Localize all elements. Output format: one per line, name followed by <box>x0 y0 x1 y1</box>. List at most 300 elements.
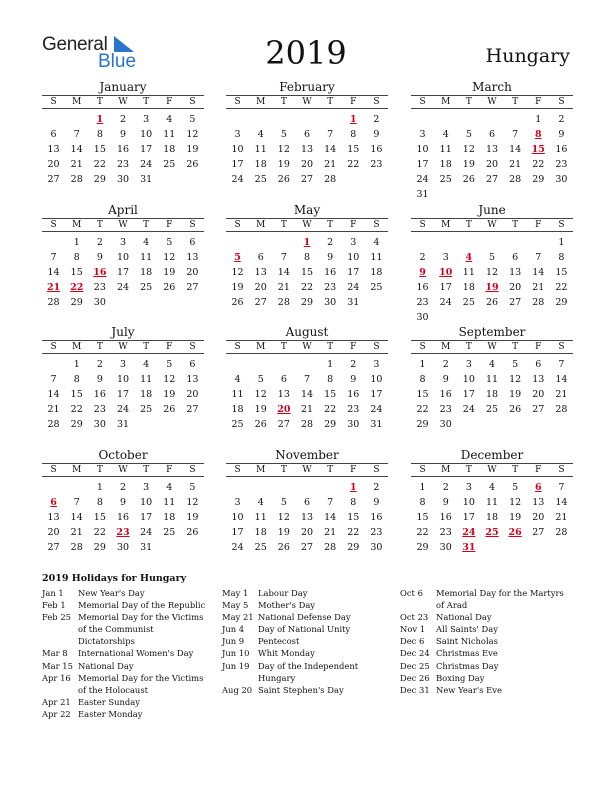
day-cell: 29 <box>93 542 106 553</box>
day-cell: 13 <box>254 267 267 278</box>
weekday-label: T <box>512 342 519 352</box>
day-cell: 22 <box>93 159 106 170</box>
weekday-label: T <box>280 97 287 107</box>
day-cell: 14 <box>555 374 568 385</box>
day-cell: 18 <box>163 512 176 523</box>
weekday-label: S <box>558 465 565 475</box>
day-cell: 19 <box>509 389 522 400</box>
holiday-date: May 1 <box>222 588 249 598</box>
day-cell: 8 <box>419 497 426 508</box>
day-cell: 27 <box>277 419 290 430</box>
weekday-header <box>42 218 204 232</box>
day-cell: 31 <box>116 419 130 430</box>
day-cell: 25 <box>462 297 475 308</box>
weekday-label: T <box>465 97 472 107</box>
day-cell: 27 <box>532 527 545 538</box>
day-cell: 18 <box>485 512 499 523</box>
empty-cell <box>504 112 527 127</box>
holiday-date: Nov 1 <box>400 624 426 635</box>
weekday-label: T <box>512 97 519 107</box>
day-cell: 27 <box>509 297 522 308</box>
day-cell: 3 <box>350 237 357 248</box>
weekday-label: S <box>419 97 426 107</box>
month-name: September <box>458 325 526 339</box>
holiday-date: Dec 31 <box>400 684 430 695</box>
day-cell: 7 <box>280 252 287 263</box>
day-cell: 28 <box>555 527 568 538</box>
holiday-date: May 21 <box>222 612 254 623</box>
day-cell: 10 <box>140 129 153 140</box>
day-cell: 19 <box>277 527 290 538</box>
day-cell: 10 <box>462 374 475 385</box>
day-cell: 19 <box>462 159 475 170</box>
holiday-date: Apr 16 <box>42 672 71 683</box>
holiday-name: New Year's Day <box>78 588 145 598</box>
day-cell: 4 <box>442 129 449 140</box>
weekday-label: W <box>302 465 312 475</box>
weekday-header <box>226 463 388 477</box>
weekday-label: M <box>256 465 266 475</box>
holiday-name: All Saints' Day <box>436 624 498 635</box>
day-cell: 7 <box>535 252 542 263</box>
day-cell: 4 <box>488 482 496 493</box>
day-cell: 22 <box>324 404 337 415</box>
empty-cell <box>65 112 88 127</box>
empty-cell <box>42 357 65 372</box>
weekday-label: S <box>558 97 565 107</box>
day-cell: 17 <box>370 389 383 400</box>
day-cell: 26 <box>254 419 267 430</box>
day-cell: 28 <box>324 542 337 553</box>
weekday-label: W <box>487 220 497 230</box>
month-november <box>226 448 388 555</box>
day-cell: 17 <box>462 389 475 400</box>
day-cell: 19 <box>163 389 176 400</box>
day-cell: 1 <box>535 114 542 125</box>
holiday-entry <box>400 672 570 684</box>
day-cell: 22 <box>70 404 83 415</box>
weekday-label: S <box>50 465 57 475</box>
day-cell: 20 <box>254 282 267 293</box>
day-cell: 26 <box>163 282 176 293</box>
holiday-name: Christmas Eve <box>436 648 498 659</box>
holiday-entry <box>400 635 570 647</box>
weekday-label: S <box>189 465 196 475</box>
day-grid <box>226 235 388 310</box>
day-cell: 30 <box>347 419 360 430</box>
day-cell: 7 <box>303 374 311 385</box>
day-cell: 22 <box>416 404 429 415</box>
weekday-label: S <box>373 220 380 230</box>
empty-cell <box>226 235 249 250</box>
day-cell: 25 <box>370 282 383 293</box>
empty-cell <box>42 112 65 127</box>
holiday-column <box>42 587 207 720</box>
holiday-entry <box>400 660 570 672</box>
day-cell: 3 <box>143 114 150 125</box>
weekday-label: S <box>50 342 57 352</box>
day-cell: 12 <box>485 267 499 278</box>
holiday-day: 6 <box>534 482 542 493</box>
empty-cell <box>272 480 295 495</box>
holiday-day: 26 <box>508 527 522 538</box>
day-cell: 3 <box>119 359 127 370</box>
holiday-name: Pentecost <box>258 636 300 647</box>
day-cell: 7 <box>50 374 57 385</box>
day-cell: 2 <box>96 237 103 248</box>
day-cell: 23 <box>439 527 452 538</box>
day-cell: 24 <box>116 282 130 293</box>
holiday-day: 25 <box>485 527 499 538</box>
empty-cell <box>480 235 503 250</box>
day-cell: 7 <box>50 252 57 263</box>
month-august <box>226 325 388 432</box>
weekday-label: T <box>143 220 150 230</box>
day-cell: 2 <box>558 114 565 125</box>
holiday-name: Memorial Day for the Martyrs of Arad <box>436 588 564 611</box>
day-cell: 4 <box>143 237 150 248</box>
weekday-label: W <box>118 465 128 475</box>
empty-cell <box>434 112 457 127</box>
day-cell: 18 <box>439 159 452 170</box>
day-cell: 11 <box>254 512 267 523</box>
weekday-label: W <box>487 97 497 107</box>
day-cell: 16 <box>116 512 130 523</box>
holiday-date: Dec 24 <box>400 648 430 659</box>
day-cell: 9 <box>119 129 127 140</box>
day-cell: 6 <box>303 129 311 140</box>
day-cell: 28 <box>555 404 568 415</box>
day-cell: 6 <box>488 129 496 140</box>
weekday-label: F <box>166 465 173 475</box>
day-cell: 13 <box>47 144 60 155</box>
day-grid <box>42 112 204 187</box>
day-cell: 15 <box>347 144 360 155</box>
holiday-name: Day of National Unity <box>258 624 351 635</box>
day-cell: 2 <box>419 252 426 263</box>
empty-cell <box>226 480 249 495</box>
day-cell: 19 <box>254 404 267 415</box>
day-cell: 27 <box>300 174 314 185</box>
day-cell: 17 <box>231 527 244 538</box>
weekday-label: F <box>166 342 173 352</box>
weekday-label: F <box>535 342 542 352</box>
empty-cell <box>272 235 295 250</box>
day-cell: 27 <box>300 542 314 553</box>
holiday-entry <box>42 647 207 659</box>
holiday-entry <box>222 599 392 611</box>
day-cell: 26 <box>462 174 475 185</box>
day-cell: 9 <box>350 374 357 385</box>
empty-cell <box>272 112 295 127</box>
weekday-label: S <box>419 342 426 352</box>
weekday-label: S <box>50 97 57 107</box>
day-cell: 25 <box>439 174 452 185</box>
empty-cell <box>249 480 272 495</box>
empty-cell <box>411 112 434 127</box>
weekday-label: S <box>419 465 426 475</box>
day-cell: 26 <box>186 159 199 170</box>
day-cell: 17 <box>116 267 130 278</box>
day-cell: 14 <box>532 267 545 278</box>
day-cell: 13 <box>300 512 314 523</box>
day-cell: 18 <box>231 404 244 415</box>
empty-cell <box>434 235 457 250</box>
day-cell: 21 <box>300 404 314 415</box>
holiday-day: 21 <box>46 282 61 293</box>
day-cell: 13 <box>485 144 499 155</box>
day-cell: 31 <box>370 419 383 430</box>
day-cell: 14 <box>509 144 522 155</box>
holiday-day: 19 <box>485 282 499 293</box>
day-cell: 31 <box>140 542 153 553</box>
holiday-date: Jun 9 <box>222 636 245 647</box>
holiday-date: Feb 25 <box>42 612 71 623</box>
weekday-label: F <box>350 220 357 230</box>
day-cell: 13 <box>532 374 545 385</box>
day-cell: 25 <box>254 174 267 185</box>
day-cell: 17 <box>439 282 452 293</box>
day-cell: 19 <box>509 512 522 523</box>
day-cell: 10 <box>140 497 153 508</box>
day-cell: 23 <box>370 527 383 538</box>
holiday-name: Easter Sunday <box>78 696 141 707</box>
day-cell: 30 <box>416 312 429 323</box>
weekday-label: T <box>143 465 150 475</box>
weekday-label: M <box>72 465 82 475</box>
weekday-label: T <box>96 465 103 475</box>
day-cell: 16 <box>116 144 130 155</box>
day-cell: 11 <box>140 374 153 385</box>
day-cell: 20 <box>532 512 545 523</box>
day-cell: 28 <box>324 174 337 185</box>
holiday-day: 1 <box>349 482 357 493</box>
day-cell: 31 <box>140 174 153 185</box>
day-cell: 14 <box>70 144 83 155</box>
day-cell: 17 <box>116 389 130 400</box>
day-cell: 28 <box>47 419 60 430</box>
day-cell: 5 <box>166 359 173 370</box>
month-name: August <box>285 325 329 339</box>
day-cell: 4 <box>488 359 496 370</box>
day-cell: 10 <box>347 252 360 263</box>
weekday-label: M <box>441 220 451 230</box>
holiday-entry <box>222 635 392 647</box>
day-cell: 18 <box>140 267 153 278</box>
holiday-date: Apr 21 <box>42 696 71 707</box>
day-cell: 9 <box>373 497 380 508</box>
day-cell: 9 <box>119 497 127 508</box>
weekday-label: F <box>350 465 357 475</box>
day-cell: 14 <box>324 512 337 523</box>
day-cell: 22 <box>416 527 429 538</box>
weekday-label: T <box>327 342 334 352</box>
weekday-label: T <box>143 342 150 352</box>
day-cell: 1 <box>558 237 565 248</box>
holiday-entry <box>42 660 207 672</box>
day-cell: 21 <box>70 527 83 538</box>
empty-cell <box>319 112 342 127</box>
day-cell: 2 <box>119 114 127 125</box>
day-cell: 9 <box>558 129 565 140</box>
day-cell: 22 <box>532 159 545 170</box>
day-cell: 29 <box>70 297 83 308</box>
day-cell: 6 <box>535 359 542 370</box>
day-cell: 3 <box>234 497 241 508</box>
day-cell: 2 <box>119 482 127 493</box>
day-cell: 13 <box>47 512 60 523</box>
day-cell: 6 <box>257 252 264 263</box>
weekday-label: M <box>72 220 82 230</box>
weekday-label: S <box>373 342 380 352</box>
day-cell: 12 <box>186 129 199 140</box>
day-grid <box>42 235 204 310</box>
weekday-label: T <box>96 342 103 352</box>
day-cell: 1 <box>327 359 334 370</box>
weekday-label: F <box>535 97 542 107</box>
weekday-label: M <box>441 465 451 475</box>
day-cell: 11 <box>439 144 452 155</box>
day-cell: 26 <box>163 404 176 415</box>
day-cell: 28 <box>70 542 83 553</box>
day-cell: 17 <box>462 512 475 523</box>
day-cell: 7 <box>558 482 565 493</box>
day-cell: 26 <box>485 297 499 308</box>
day-cell: 29 <box>93 174 106 185</box>
day-cell: 18 <box>163 144 176 155</box>
day-cell: 28 <box>277 297 290 308</box>
day-grid <box>42 357 204 432</box>
day-cell: 12 <box>163 252 176 263</box>
day-cell: 25 <box>140 282 153 293</box>
day-cell: 5 <box>512 359 519 370</box>
holiday-entry <box>222 587 392 599</box>
weekday-header <box>42 95 204 109</box>
holiday-name: Mother's Day <box>258 600 316 611</box>
day-cell: 26 <box>277 542 290 553</box>
day-cell: 5 <box>189 114 196 125</box>
day-cell: 3 <box>143 482 150 493</box>
day-cell: 6 <box>303 497 311 508</box>
month-january <box>42 80 204 187</box>
day-cell: 29 <box>70 419 83 430</box>
weekday-label: S <box>558 220 565 230</box>
day-cell: 8 <box>96 129 103 140</box>
weekday-header <box>411 218 573 232</box>
brand-general-text: General <box>42 34 108 55</box>
month-name: June <box>478 203 506 217</box>
day-cell: 23 <box>324 282 337 293</box>
day-cell: 3 <box>419 129 426 140</box>
empty-cell <box>65 480 88 495</box>
day-cell: 5 <box>512 482 519 493</box>
day-cell: 11 <box>254 144 267 155</box>
day-cell: 14 <box>300 389 314 400</box>
day-cell: 3 <box>373 359 380 370</box>
holiday-entry <box>42 696 207 708</box>
day-cell: 29 <box>532 174 545 185</box>
day-cell: 30 <box>116 174 130 185</box>
empty-cell <box>42 235 65 250</box>
day-cell: 19 <box>277 159 290 170</box>
day-cell: 6 <box>189 359 196 370</box>
day-cell: 17 <box>416 159 429 170</box>
weekday-label: M <box>72 97 82 107</box>
empty-cell <box>527 235 550 250</box>
holiday-day: 23 <box>116 527 130 538</box>
day-cell: 16 <box>370 512 383 523</box>
holiday-date: Oct 23 <box>400 612 429 623</box>
weekday-label: W <box>487 465 497 475</box>
empty-cell <box>319 480 342 495</box>
holiday-entry <box>222 623 392 635</box>
holiday-date: Jun 19 <box>222 660 250 671</box>
day-cell: 11 <box>231 389 244 400</box>
day-cell: 25 <box>231 419 244 430</box>
day-cell: 22 <box>300 282 314 293</box>
weekday-label: S <box>419 220 426 230</box>
weekday-label: T <box>465 220 472 230</box>
holiday-entry <box>222 684 392 696</box>
holiday-date: Dec 25 <box>400 660 430 671</box>
holiday-day: 1 <box>303 237 311 248</box>
day-cell: 17 <box>140 512 153 523</box>
holiday-date: Aug 20 <box>222 684 253 695</box>
day-cell: 2 <box>442 359 449 370</box>
day-cell: 27 <box>47 542 60 553</box>
day-cell: 26 <box>509 404 522 415</box>
day-cell: 8 <box>350 497 357 508</box>
empty-cell <box>504 235 527 250</box>
day-cell: 13 <box>277 389 290 400</box>
month-july <box>42 325 204 432</box>
day-cell: 3 <box>465 482 472 493</box>
day-cell: 21 <box>532 282 545 293</box>
weekday-label: F <box>350 342 357 352</box>
empty-cell <box>272 357 295 372</box>
weekday-label: W <box>118 220 128 230</box>
holiday-column <box>400 587 570 696</box>
day-cell: 23 <box>93 404 106 415</box>
holiday-name: Saint Nicholas <box>436 636 498 647</box>
day-cell: 4 <box>143 359 150 370</box>
weekday-label: S <box>234 97 241 107</box>
day-cell: 12 <box>277 512 290 523</box>
holiday-day: 31 <box>462 542 476 553</box>
day-cell: 19 <box>163 267 176 278</box>
day-cell: 14 <box>324 144 337 155</box>
day-cell: 29 <box>555 297 568 308</box>
day-cell: 4 <box>257 129 264 140</box>
holiday-date: Dec 26 <box>400 672 430 683</box>
day-cell: 12 <box>509 374 522 385</box>
day-cell: 7 <box>73 497 80 508</box>
holiday-entry <box>42 599 207 611</box>
day-cell: 15 <box>93 144 106 155</box>
day-cell: 12 <box>254 389 267 400</box>
day-cell: 16 <box>439 389 452 400</box>
holiday-day: 20 <box>277 404 291 415</box>
weekday-label: T <box>96 220 103 230</box>
holiday-name: Labour Day <box>258 588 308 598</box>
holiday-entry <box>222 611 392 623</box>
holiday-name: Memorial Day for the Victims of the Communist Dictatorships <box>78 612 204 647</box>
empty-cell <box>457 112 480 127</box>
holiday-entry <box>400 623 570 635</box>
day-cell: 16 <box>555 144 568 155</box>
day-cell: 13 <box>186 252 199 263</box>
day-cell: 22 <box>93 527 106 538</box>
